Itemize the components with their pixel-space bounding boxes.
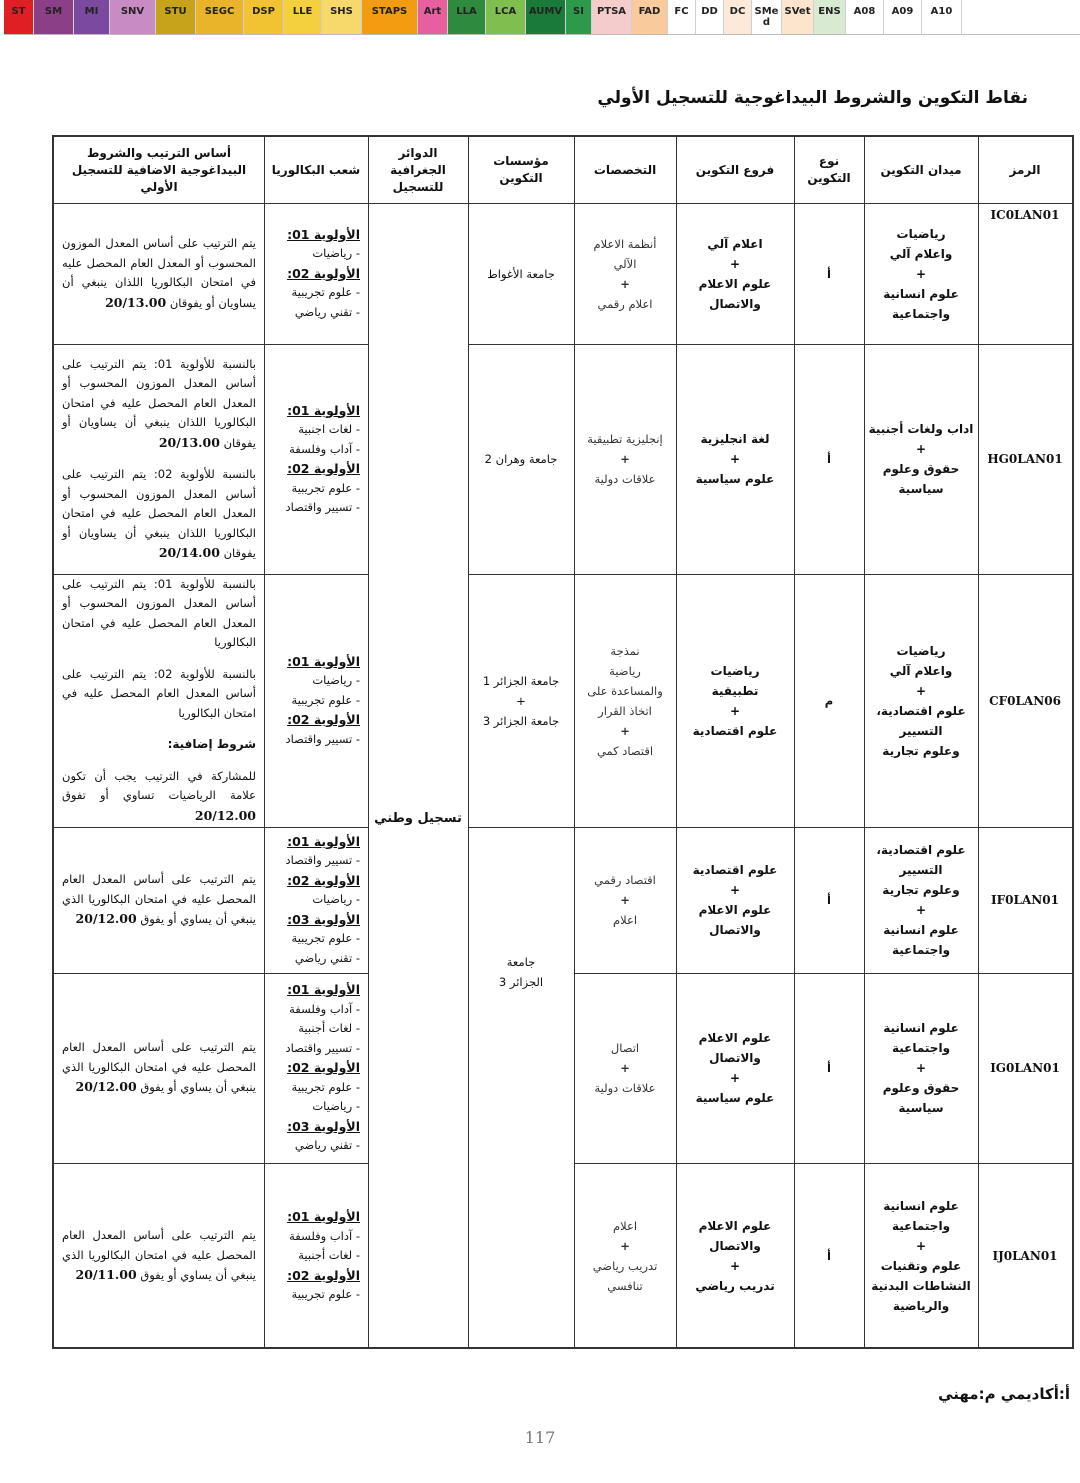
row-type xyxy=(794,344,864,574)
cell-line: وعلوم تجارية xyxy=(882,883,960,897)
plus-sign: + xyxy=(915,1061,927,1075)
row-branches xyxy=(676,973,794,1163)
plus-sign: + xyxy=(729,1071,741,1085)
plus-sign: + xyxy=(620,1061,630,1075)
row-type xyxy=(794,827,864,973)
cell-line: علوم سياسية xyxy=(695,472,775,486)
plus-sign: + xyxy=(620,893,630,907)
minimum-grade: 20/13.00 xyxy=(105,294,167,310)
bac-stream: - تسيير واقتصاد xyxy=(285,853,360,868)
row-branches xyxy=(676,574,794,827)
bac-stream: - رياضيات xyxy=(312,1099,360,1114)
header-zones: الدوائر الجغرافية للتسجيل xyxy=(390,145,446,194)
cell-line: علوم اقتصادية xyxy=(692,723,778,738)
footer-legend: أ:أكاديمي م:مهني xyxy=(938,1385,1070,1403)
ranking-text: بالنسبة للأولوية 02: يتم الترتيب على أساس المعدل الموزون المحسوب أو المعدل العام المحصل عليه في امتحان البكالوريا اللذان ينبغي أن يساويان أو يفوقان xyxy=(62,467,256,560)
row-domain xyxy=(864,1163,978,1349)
plus-sign: + xyxy=(620,1239,630,1253)
plus-sign: + xyxy=(915,683,927,698)
tab-dsp[interactable]: DSP xyxy=(244,0,284,34)
row-bac-streams xyxy=(264,827,368,973)
bac-stream: - تقني رياضي xyxy=(294,304,360,319)
row-institution xyxy=(468,203,574,344)
cell-line: اعلام رقمي xyxy=(597,296,653,311)
page-title: نقاط التكوين والشروط البيداغوجية للتسجيل الأولي xyxy=(597,88,1028,108)
cell-line: سياسية xyxy=(898,482,944,496)
tab-lla[interactable]: LLA xyxy=(448,0,486,34)
formation-code: IJ0LAN01 xyxy=(992,1249,1058,1263)
row-branches xyxy=(676,1163,794,1349)
merged-institution: جامعة الجزائر 3 xyxy=(498,955,544,989)
row-branches xyxy=(676,344,794,574)
bac-stream: - تسيير واقتصاد xyxy=(285,500,360,514)
priority-label: الأولوية 01: xyxy=(287,226,360,242)
header-bac: شعب البكالوريا xyxy=(271,162,361,177)
cell-line: رياضيات xyxy=(710,663,760,678)
bac-stream: - لغات أجنبية xyxy=(298,1248,360,1263)
institution-name: جامعة الجزائر 1 + جامعة الجزائر 3 xyxy=(482,673,560,728)
cell-line: علوم اقتصادية، xyxy=(876,843,966,857)
tab-mi[interactable]: MI xyxy=(74,0,110,34)
ranking-paragraph xyxy=(62,735,256,755)
cell-line: علوم الاعلام xyxy=(698,1219,772,1233)
plus-sign: + xyxy=(729,256,741,271)
ranking-paragraph xyxy=(62,234,256,313)
zone-national-registration: تسجيل وطني xyxy=(374,811,462,826)
row-code xyxy=(978,1163,1072,1349)
bac-stream: - علوم تجريبية xyxy=(291,931,360,946)
cell-line: علوم انسانية xyxy=(883,1021,959,1035)
priority-label: الأولوية 01: xyxy=(287,833,360,849)
formation-type: أ xyxy=(827,266,831,281)
tab-ens[interactable]: ENS xyxy=(814,0,846,34)
cell-line: علوم انسانية xyxy=(883,286,959,301)
tab-a08[interactable]: A08 xyxy=(846,0,884,34)
cell-line: والرياضية xyxy=(892,1299,950,1313)
cell-line: اعلام xyxy=(612,1219,638,1233)
minimum-grade: 20/12.00 xyxy=(75,911,137,927)
cell-line: اتصال xyxy=(610,1041,640,1055)
cell-line: الآلي xyxy=(613,256,637,271)
institution-name: جامعة وهران 2 xyxy=(484,452,558,466)
bac-stream: - لغات أجنبية xyxy=(298,1021,360,1036)
formation-code: IF0LAN01 xyxy=(991,893,1059,907)
row-domain xyxy=(864,827,978,973)
plus-sign: + xyxy=(729,1259,741,1273)
cell-line: رياضية xyxy=(609,663,641,678)
bac-stream: - آداب وفلسفة xyxy=(289,441,360,456)
cell-line: واجتماعية xyxy=(891,943,951,957)
row-code xyxy=(978,973,1072,1163)
plus-sign: + xyxy=(915,442,927,456)
bac-stream: - تقني رياضي xyxy=(294,1138,360,1153)
cell-line: اداب ولغات أجنبية xyxy=(868,422,974,436)
formation-code: IG0LAN01 xyxy=(990,1061,1060,1075)
cell-line: رياضيات xyxy=(896,643,946,658)
cell-line: إنجليزية تطبيقية xyxy=(587,432,663,446)
ranking-text: يتم الترتيب على أساس المعدل العام المحصل عليه في امتحان البكالوريا الذي ينبغي أن يساوي أو يفوق xyxy=(62,1040,256,1095)
cell-line: واجتماعية xyxy=(891,306,951,321)
priority-label: الأولوية 02: xyxy=(287,1267,360,1283)
ranking-paragraph xyxy=(62,1226,256,1286)
cell-line: لغة انجليزية xyxy=(700,432,770,446)
formation-type: أ xyxy=(827,452,831,466)
bac-stream: - تسيير واقتصاد xyxy=(285,1040,360,1055)
cell-line: وعلوم تجارية xyxy=(882,743,960,758)
ranking-text: بالنسبة للأولوية 02: يتم الترتيب على أساس المعدل العام المحصل عليه في امتحان البكالوريا xyxy=(62,666,256,720)
ranking-paragraph xyxy=(62,870,256,930)
minimum-grade: 20/13.00 xyxy=(158,434,220,450)
tab-lle[interactable]: LLE xyxy=(284,0,322,34)
cell-line: النشاطات البدنية xyxy=(871,1279,971,1293)
bac-stream: - علوم تجريبية xyxy=(291,285,360,300)
cell-line: تطبيقية xyxy=(711,683,759,698)
priority-label: الأولوية 01: xyxy=(287,1209,360,1225)
cell-line: اعلام xyxy=(612,913,638,927)
cell-line: اعلام آلي xyxy=(707,236,763,251)
page-number: 117 xyxy=(524,1428,556,1447)
plus-sign: + xyxy=(915,266,927,281)
row-specialties xyxy=(574,827,676,973)
plus-sign: + xyxy=(729,883,741,897)
cell-line: التسيير xyxy=(899,863,943,877)
priority-label: الأولوية 02: xyxy=(287,461,360,476)
tab-snv[interactable]: SNV xyxy=(110,0,156,34)
plus-sign: + xyxy=(620,723,630,738)
bac-stream: - لغات اجنبية xyxy=(298,422,360,436)
cell-line: والاتصال xyxy=(709,296,761,311)
cell-line: علوم الاعلام xyxy=(698,1031,772,1045)
cell-line: تنافسي xyxy=(607,1279,643,1293)
priority-label: الأولوية 01: xyxy=(287,982,360,998)
institution-name: جامعة الأغواط xyxy=(487,266,555,281)
row-ranking-basis xyxy=(54,574,264,827)
row-specialties xyxy=(574,574,676,827)
row-bac-streams xyxy=(264,973,368,1163)
row-bac-streams xyxy=(264,1163,368,1349)
bac-stream: - علوم تجريبية xyxy=(291,1287,360,1302)
cell-line: اتخاذ القرار xyxy=(598,703,652,718)
minimum-grade: 20/14.00 xyxy=(158,545,220,560)
bac-stream: - آداب وفلسفة xyxy=(289,1001,360,1016)
row-code xyxy=(978,574,1072,827)
row-type xyxy=(794,1163,864,1349)
row-institution xyxy=(468,344,574,574)
minimum-grade: 20/12.00 xyxy=(194,807,256,823)
row-branches xyxy=(676,203,794,344)
row-ranking-basis xyxy=(54,973,264,1163)
tab-art[interactable]: Art xyxy=(418,0,448,34)
row-specialties xyxy=(574,203,676,344)
row-type xyxy=(794,203,864,344)
cell-line: اقتصاد كمي xyxy=(596,743,654,758)
priority-label: الأولوية 03: xyxy=(287,911,360,927)
cell-line: أنظمة الاعلام xyxy=(593,236,657,251)
tab-st[interactable]: ST xyxy=(4,0,34,34)
row-type xyxy=(794,574,864,827)
priority-label: الأولوية 02: xyxy=(287,872,360,888)
priority-label: الأولوية 03: xyxy=(287,1118,360,1134)
tab-fad[interactable]: FAD xyxy=(632,0,668,34)
cell-line: تدريب رياضي xyxy=(592,1259,658,1273)
header-institutions: مؤسسات التكوين xyxy=(493,154,549,185)
bac-stream: - رياضيات xyxy=(312,246,360,261)
ranking-text: للمشاركة في الترتيب يجب أن تكون علامة الرياضيات تساوي أو تفوق xyxy=(62,768,256,803)
tab-svet[interactable]: SVet xyxy=(782,0,814,34)
plus-sign: + xyxy=(620,452,630,466)
header-specialties: التخصصات xyxy=(593,162,657,177)
cell-line: اقتصاد رقمي xyxy=(594,873,656,887)
tab-staps[interactable]: STAPS xyxy=(362,0,418,34)
tab-dc[interactable]: DC xyxy=(724,0,752,34)
row-ranking-basis xyxy=(54,203,264,344)
tab-smed[interactable]: SMe d xyxy=(752,0,782,34)
cell-line: واعلام آلي xyxy=(889,663,953,678)
minimum-grade: 20/11.00 xyxy=(75,1267,137,1283)
tab-ptsa[interactable]: PTSA xyxy=(592,0,632,34)
formation-type: م xyxy=(824,693,834,708)
row-domain xyxy=(864,344,978,574)
row-branches xyxy=(676,827,794,973)
row-domain xyxy=(864,574,978,827)
row-bac-streams xyxy=(264,203,368,344)
minimum-grade: 20/12.00 xyxy=(75,1079,137,1095)
row-type xyxy=(794,973,864,1163)
cell-line: واعلام آلي xyxy=(889,246,953,261)
formation-code: HG0LAN01 xyxy=(987,452,1063,466)
bac-stream: - رياضيات xyxy=(312,673,360,688)
tab-dd[interactable]: DD xyxy=(696,0,724,34)
ranking-paragraph xyxy=(62,355,256,454)
bac-stream: - آداب وفلسفة xyxy=(289,1228,360,1243)
cell-line: علوم الاعلام xyxy=(698,276,772,291)
tab-si[interactable]: SI xyxy=(566,0,592,34)
priority-label: الأولوية 02: xyxy=(287,1060,360,1076)
row-institution xyxy=(468,574,574,827)
formation-table xyxy=(52,135,1074,1349)
tab-aumv[interactable]: AUMV xyxy=(526,0,566,34)
cell-line: والاتصال xyxy=(709,1239,761,1253)
cell-line: والاتصال xyxy=(709,1051,761,1065)
ranking-paragraph xyxy=(62,465,256,564)
header-basis: أساس الترتيب والشروط البيداغوجية الاضافية للتسجيل الأولي xyxy=(71,145,247,194)
header-domain: ميدان التكوين xyxy=(880,162,962,177)
cell-line: حقوق وعلوم xyxy=(882,1081,960,1095)
cell-line: رياضيات xyxy=(896,226,946,241)
tab-stu[interactable]: STU xyxy=(156,0,196,34)
bac-stream: - علوم تجريبية xyxy=(291,692,360,707)
ranking-paragraph xyxy=(62,575,256,653)
bac-stream: - تقني رياضي xyxy=(294,950,360,965)
cell-line: سياسية xyxy=(898,1101,944,1115)
row-bac-streams xyxy=(264,574,368,827)
ranking-text: بالنسبة للأولوية 01: يتم الترتيب على أساس المعدل الموزون المحسوب أو المعدل العام المحصل عليه في امتحان البكالوريا xyxy=(62,576,256,650)
priority-label: الأولوية 02: xyxy=(287,712,360,728)
ranking-paragraph xyxy=(62,1038,256,1098)
row-code xyxy=(978,344,1072,574)
cell-line: واجتماعية xyxy=(891,1219,951,1233)
row-code xyxy=(978,203,1072,344)
plus-sign: + xyxy=(729,452,741,466)
bac-stream: - علوم تجريبية xyxy=(291,480,360,495)
bac-stream: - رياضيات xyxy=(312,892,360,907)
formation-code: CF0LAN06 xyxy=(989,693,1061,708)
bac-stream: - تسيير واقتصاد xyxy=(285,731,360,746)
header-type: نوع التكوين xyxy=(807,154,851,185)
cell-line: علوم وتقنيات xyxy=(880,1259,962,1273)
tab-lca[interactable]: LCA xyxy=(486,0,526,34)
plus-sign: + xyxy=(915,903,927,917)
tab-segc[interactable]: SEGC xyxy=(196,0,244,34)
tab-a10[interactable]: A10 xyxy=(922,0,962,34)
formation-code: IC0LAN01 xyxy=(990,208,1060,222)
color-tabs-bar xyxy=(4,0,1080,35)
formation-type: أ xyxy=(827,893,831,907)
row-code xyxy=(978,827,1072,973)
tab-a09[interactable]: A09 xyxy=(884,0,922,34)
row-domain xyxy=(864,973,978,1163)
cell-line: والاتصال xyxy=(709,923,761,937)
cell-line: علوم اقتصادية، xyxy=(876,703,966,718)
tab-sm[interactable]: SM xyxy=(34,0,74,34)
row-domain xyxy=(864,203,978,344)
cell-line: نمذجة xyxy=(610,643,640,658)
cell-line: علاقات دولية xyxy=(594,472,656,486)
row-specialties xyxy=(574,973,676,1163)
ranking-paragraph xyxy=(62,665,256,724)
cell-line: علوم انسانية xyxy=(883,1199,959,1213)
priority-label: الأولوية 02: xyxy=(287,265,360,281)
cell-line: واجتماعية xyxy=(891,1041,951,1055)
cell-line: علوم اقتصادية xyxy=(692,863,778,877)
tab-fc[interactable]: FC xyxy=(668,0,696,34)
cell-line: علاقات دولية xyxy=(594,1081,656,1095)
row-specialties xyxy=(574,344,676,574)
cell-line: والمساعدة على xyxy=(587,683,663,698)
cell-line: تدريب رياضي xyxy=(695,1279,775,1293)
ranking-text: يتم الترتيب على أساس المعدل الموزون المحسوب أو المعدل العام المحصل عليه في امتحان البكالوريا اللذان ينبغي أن يساويان أو يفوقان xyxy=(62,236,256,310)
plus-sign: + xyxy=(620,276,630,291)
ranking-text: شروط إضافية: xyxy=(167,737,256,752)
cell-line: التسيير xyxy=(899,723,943,738)
plus-sign: + xyxy=(915,1239,927,1253)
row-ranking-basis xyxy=(54,344,264,574)
ranking-text: يتم الترتيب على أساس المعدل العام المحصل عليه في امتحان البكالوريا الذي ينبغي أن يساوي أو يفوق xyxy=(62,1228,256,1283)
row-bac-streams xyxy=(264,344,368,574)
formation-type: أ xyxy=(827,1061,831,1075)
header-code: الرمز xyxy=(1009,162,1041,177)
cell-line: علوم الاعلام xyxy=(698,903,772,917)
priority-label: الأولوية 01: xyxy=(287,402,360,418)
cell-line: علوم سياسية xyxy=(695,1091,775,1105)
row-ranking-basis xyxy=(54,1163,264,1349)
ranking-text: بالنسبة للأولوية 01: يتم الترتيب على أساس المعدل الموزون المحسوب أو المعدل العام المحصل عليه في امتحان البكالوريا اللذان ينبغي أن يساويان أو يفوقان xyxy=(62,356,256,450)
ranking-text: يتم الترتيب على أساس المعدل العام المحصل عليه في امتحان البكالوريا الذي ينبغي أن يساوي أو يفوق xyxy=(62,872,256,927)
formation-type: أ xyxy=(827,1249,831,1263)
cell-line: علوم انسانية xyxy=(883,923,959,937)
priority-label: الأولوية 01: xyxy=(287,653,360,669)
column-divider xyxy=(368,137,369,1347)
cell-line: حقوق وعلوم xyxy=(882,462,960,476)
row-ranking-basis xyxy=(54,827,264,973)
tab-shs[interactable]: SHS xyxy=(322,0,362,34)
bac-stream: - علوم تجريبية xyxy=(291,1079,360,1094)
header-branches: فروع التكوين xyxy=(695,162,775,177)
row-specialties xyxy=(574,1163,676,1349)
ranking-paragraph xyxy=(62,767,256,827)
plus-sign: + xyxy=(729,703,741,718)
